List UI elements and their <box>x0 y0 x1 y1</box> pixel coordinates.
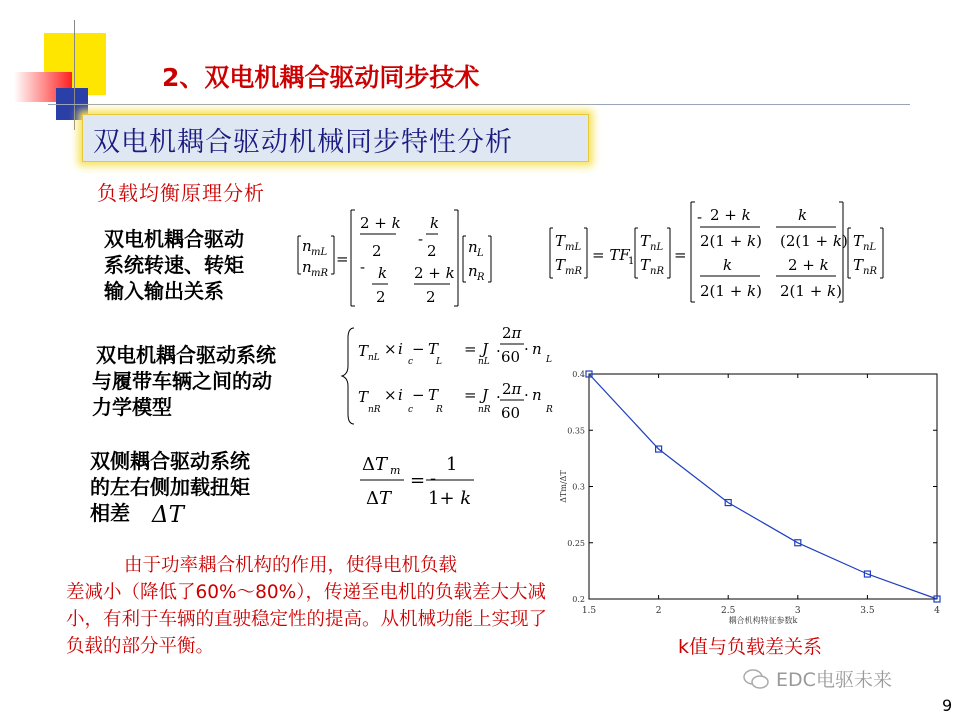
svg-text:1: 1 <box>628 256 635 267</box>
svg-text:1+ k: 1+ k <box>428 488 472 509</box>
svg-text:2 + k: 2 + k <box>788 256 829 274</box>
svg-text:=: = <box>464 386 477 404</box>
svg-text:-: - <box>430 468 437 489</box>
block1-line2: 系统转速、转矩 <box>104 253 244 277</box>
banner-text: 双电机耦合驱动机械同步特性分析 <box>93 127 513 158</box>
svg-text:T: T <box>640 256 651 274</box>
svg-text:=: = <box>464 340 477 358</box>
svg-text:=: = <box>674 246 687 264</box>
svg-text:n: n <box>532 386 542 404</box>
svg-text:R: R <box>436 405 443 415</box>
svg-text:R: R <box>477 272 485 283</box>
svg-text:-: - <box>360 258 366 276</box>
x-axis-label: 耦合机构特征参数k <box>728 616 798 624</box>
svg-text:T: T <box>428 386 439 404</box>
svg-text:T: T <box>358 342 369 360</box>
svg-text:= TF: = TF <box>592 246 630 264</box>
equation-torque-matrix <box>540 200 892 306</box>
svg-text:nL: nL <box>650 242 664 253</box>
page-number: 9 <box>942 696 953 715</box>
svg-text:2(1 + k): 2(1 + k) <box>780 282 842 300</box>
svg-text:T: T <box>358 388 369 406</box>
svg-text:=: = <box>410 470 426 491</box>
block-dynamics-model <box>92 342 276 420</box>
svg-text:T: T <box>640 232 651 250</box>
svg-text:2: 2 <box>427 242 437 260</box>
svg-text:L: L <box>546 355 552 365</box>
svg-text:J: J <box>482 340 489 358</box>
y-tick-label: 0.3 <box>572 482 585 492</box>
block2-line3: 力学模型 <box>92 395 172 419</box>
svg-text:2(1 + k): 2(1 + k) <box>700 282 762 300</box>
svg-text:nR: nR <box>478 405 491 415</box>
chart-caption: k值与负载差关系 <box>678 636 823 658</box>
conclusion-paragraph <box>66 552 558 660</box>
svg-text:nL: nL <box>368 353 380 363</box>
svg-text:2 + k: 2 + k <box>360 214 401 232</box>
subhead: 负载均衡原理分析 <box>97 181 265 205</box>
svg-text:·: · <box>496 388 501 406</box>
svg-text:mR: mR <box>311 268 329 279</box>
watermark <box>742 665 892 692</box>
deco-vline <box>74 20 75 130</box>
svg-text:−: − <box>412 386 425 404</box>
svg-text:k: k <box>430 214 440 232</box>
block1-line3: 输入输出关系 <box>104 279 224 303</box>
y-tick-label: 0.35 <box>567 426 585 436</box>
block2-line1: 双电机耦合驱动系统 <box>96 343 276 367</box>
delta-t-symbol: ΔT <box>152 502 184 528</box>
svg-text:T: T <box>555 232 566 250</box>
x-tick-label: 4 <box>934 606 940 616</box>
k-load-difference-chart <box>556 360 950 624</box>
svg-text:i: i <box>398 386 403 404</box>
x-tick-label: 2.5 <box>721 606 736 616</box>
page-title: 2、双电机耦合驱动同步技术 <box>162 63 480 92</box>
equation-dynamics <box>340 322 562 430</box>
svg-text:T: T <box>853 232 864 250</box>
svg-text:2 + k: 2 + k <box>710 206 751 224</box>
y-tick-label: 0.2 <box>572 595 585 604</box>
svg-text:×: × <box>384 340 397 358</box>
svg-text:=: = <box>336 250 349 268</box>
svg-text:n: n <box>532 340 542 358</box>
svg-text:2π: 2π <box>502 380 522 398</box>
block3-line2: 的左右侧加载扭矩 <box>90 475 250 499</box>
y-tick-label: 0.25 <box>567 538 585 548</box>
svg-text:ΔT: ΔT <box>362 454 388 475</box>
wechat-icon <box>742 668 770 690</box>
x-tick-label: 3.5 <box>860 606 875 616</box>
svg-text:R: R <box>546 405 553 415</box>
svg-text:mL: mL <box>311 247 328 258</box>
svg-text:2: 2 <box>376 288 386 306</box>
block-speed-torque <box>104 226 244 304</box>
svg-text:i: i <box>398 340 403 358</box>
svg-text:2: 2 <box>372 242 382 260</box>
svg-text:c: c <box>408 357 414 367</box>
svg-text:-: - <box>418 230 424 248</box>
svg-text:k: k <box>378 264 388 282</box>
block3-line1: 双侧耦合驱动系统 <box>90 449 250 473</box>
svg-text:L: L <box>477 248 484 259</box>
svg-text:2 + k: 2 + k <box>414 264 455 282</box>
svg-text:L: L <box>436 357 442 367</box>
svg-text:2(1 + k): 2(1 + k) <box>700 232 762 250</box>
conclusion-rest: 差减小（降低了60%～80%），传递至电机的负载差大大减小，有利于车辆的直驶稳定性的提高。从机械功能上实现了负载的部分平衡。 <box>66 582 548 657</box>
y-axis-label: ΔTm/ΔT <box>559 470 568 503</box>
svg-text:nR: nR <box>863 266 877 277</box>
block1-line1: 双电机耦合驱动 <box>104 227 244 251</box>
svg-text:·: · <box>524 340 529 358</box>
svg-text:k: k <box>798 206 808 224</box>
x-tick-label: 3 <box>794 606 801 616</box>
svg-text:T: T <box>555 256 566 274</box>
svg-text:·: · <box>524 386 529 404</box>
svg-text:(2(1 + k): (2(1 + k) <box>780 232 848 250</box>
x-tick-label: 2 <box>655 606 662 616</box>
block3-line3: 相差 <box>90 501 130 525</box>
svg-text:−: − <box>412 340 425 358</box>
svg-text:mR: mR <box>565 266 583 277</box>
svg-text:n: n <box>468 238 478 256</box>
svg-text:-: - <box>697 208 703 226</box>
equation-torque-ratio <box>356 446 490 510</box>
svg-text:ΔT: ΔT <box>366 488 392 509</box>
svg-text:×: × <box>384 386 397 404</box>
svg-text:k: k <box>723 256 733 274</box>
y-tick-label: 0.4 <box>572 370 585 379</box>
svg-text:n: n <box>302 237 312 255</box>
equation-speed-matrix <box>288 206 500 310</box>
conclusion-line1: 由于功率耦合机构的作用，使得电机负载 <box>124 555 458 576</box>
block2-line2: 与履带车辆之间的动 <box>92 369 272 393</box>
svg-text:J: J <box>482 386 489 404</box>
svg-text:mL: mL <box>565 242 582 253</box>
svg-text:60: 60 <box>501 404 521 422</box>
svg-text:·: · <box>496 342 501 360</box>
svg-text:2π: 2π <box>502 324 522 342</box>
svg-text:n: n <box>468 262 478 280</box>
svg-text:n: n <box>302 258 312 276</box>
svg-text:60: 60 <box>501 348 521 366</box>
svg-text:nR: nR <box>368 405 381 415</box>
svg-text:T: T <box>853 256 864 274</box>
svg-text:c: c <box>408 405 414 415</box>
section-banner <box>82 114 589 162</box>
watermark-text: EDC电驱未来 <box>776 669 892 691</box>
svg-text:m: m <box>390 464 401 477</box>
svg-text:2: 2 <box>426 288 436 306</box>
svg-text:1: 1 <box>446 454 458 475</box>
svg-text:nR: nR <box>650 266 664 277</box>
title-divider <box>48 104 910 105</box>
svg-text:nL: nL <box>478 357 490 367</box>
svg-text:nL: nL <box>863 242 877 253</box>
plot-area <box>589 374 937 599</box>
svg-text:T: T <box>428 340 439 358</box>
x-tick-label: 1.5 <box>581 606 597 616</box>
